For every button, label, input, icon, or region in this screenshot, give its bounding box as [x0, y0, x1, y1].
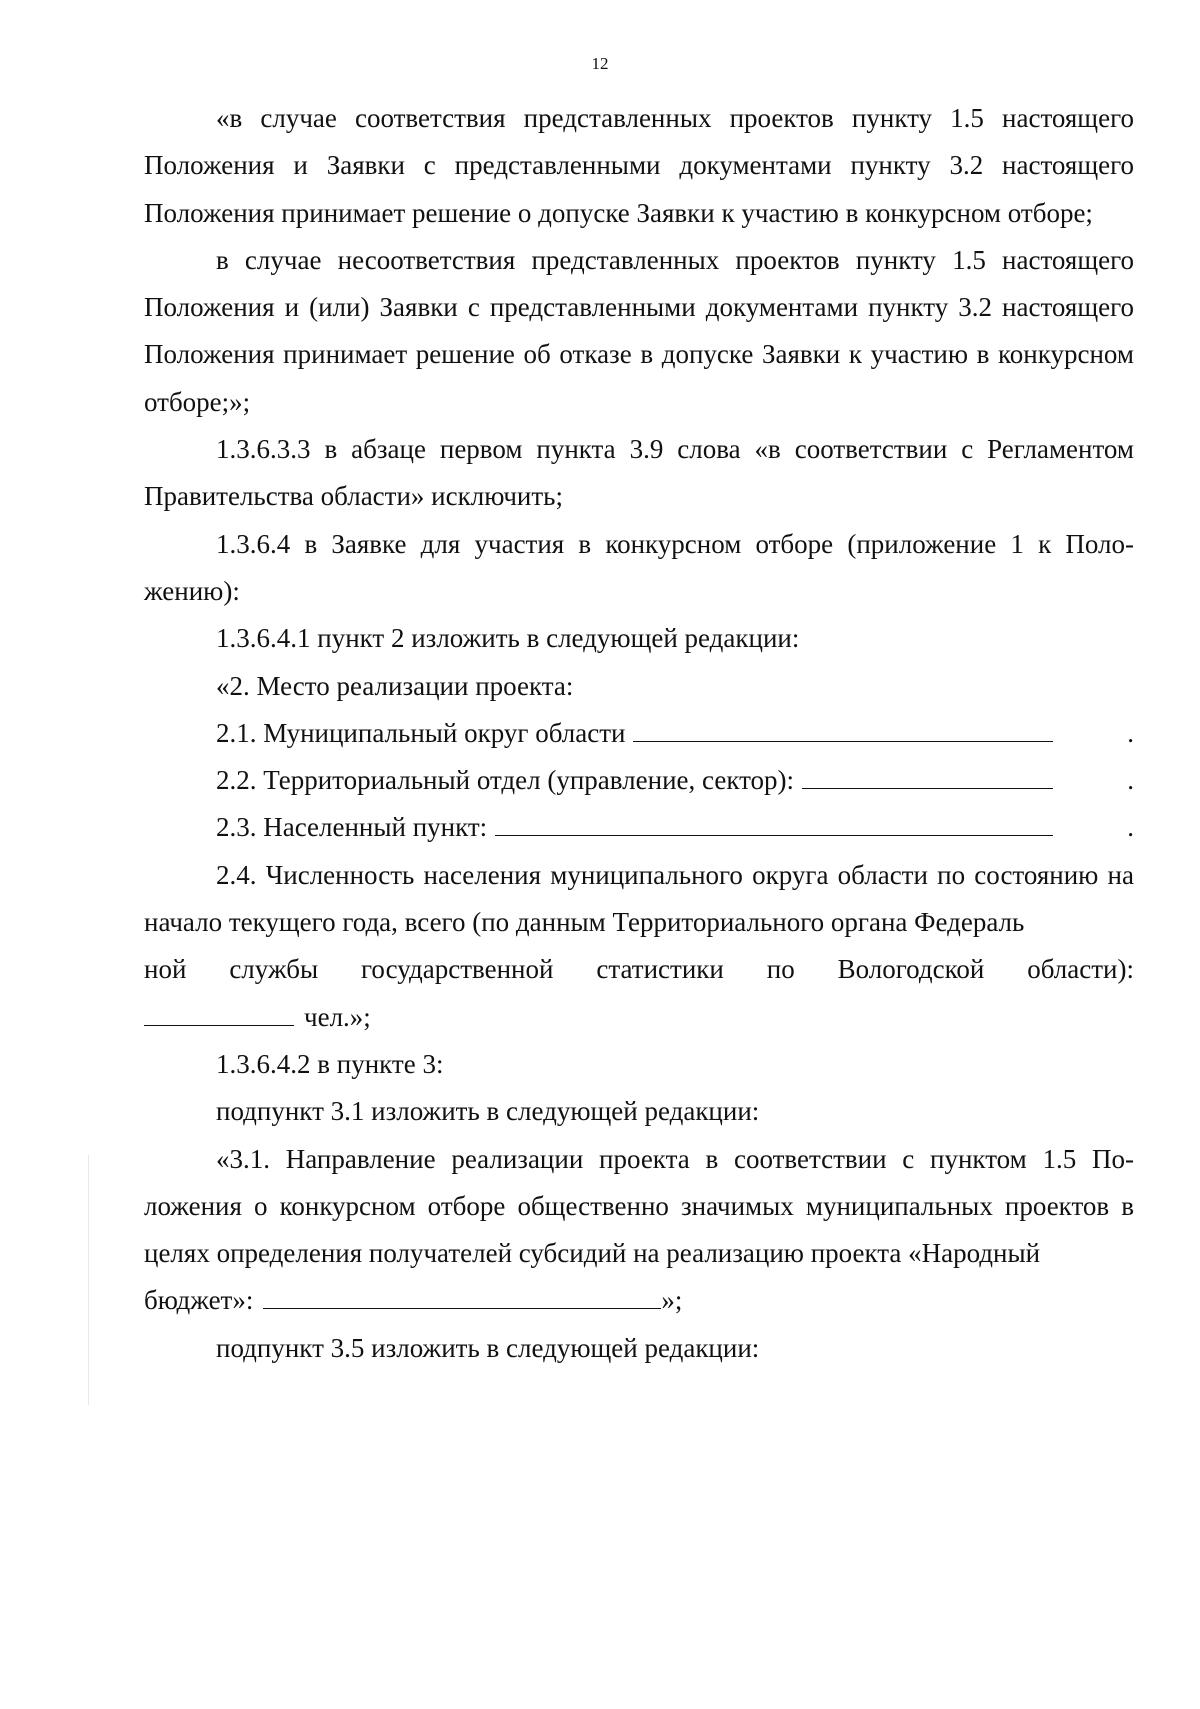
paragraph-admission-decision: «в случае соответствия представленных проектов пункту 1.5 настоящего Положения и Заявки с представленными документами пункту 3.2 настоящего Положения принимает решение о допуске Заявки к участию в конкурсном отборе;: [144, 103, 1134, 228]
population-word: ной: [144, 954, 187, 985]
budget-field-trail: »;: [661, 1285, 683, 1316]
document-body: [144, 95, 1134, 1372]
paragraph-item-2-intro: 1.3.6.4.1 пункт 2 изложить в следующей редакции:: [216, 623, 800, 654]
population-word: Вологодской: [837, 954, 985, 985]
field-settlement-label: 2.3. Населенный пункт:: [216, 812, 488, 843]
paragraph-subitem-3-1: «3.1. Направление реализации проекта в соответствии с пунктом 1.5 Положения о конкурсном отборе общественно значимых муниципальных проектов в целях определения получателей субсидий на реализацию проекта «Народный: [144, 1143, 1134, 1269]
field-municipal-district-label: 2.1. Муниципальный округ области: [216, 717, 626, 748]
population-count-blank: [144, 1024, 294, 1026]
paragraph-refusal-decision: в случае несоответствия представленных проектов пункту 1.5 настоящего Положения и (или) Заявки с представленными документами пункту 3.2 настоящего Положения принимает решение об отказе в допуске Заявки к участию в конкурсном отборе;»;: [144, 244, 1134, 417]
population-word: статистики: [596, 954, 724, 985]
population-word: государственной: [361, 954, 554, 985]
territorial-department-blank: [802, 787, 1053, 789]
scan-margin-mark: [88, 1155, 89, 1405]
paragraph-population-start: 2.4. Численность населения муниципального округа области по состоянию на начало текущего года, всего (по данным Территориального органа Федераль: [144, 859, 1134, 938]
paragraph-application-amendment: 1.3.6.4 в Заявке для участия в конкурсном отборе (приложение 1 к Положению):: [144, 528, 1134, 606]
field-territorial-department-label: 2.2. Территориальный отдел (управление, сектор):: [216, 765, 795, 796]
population-unit: чел.»;: [304, 1001, 371, 1032]
paragraph-population-justified-line: [144, 946, 1134, 993]
paragraph-subitem-3-5-intro: подпункт 3.5 изложить в следующей редакции:: [216, 1332, 760, 1363]
population-word: области):: [1027, 954, 1134, 985]
paragraph-project-location: «2. Место реализации проекта:: [216, 670, 574, 701]
field-period: .: [1127, 812, 1134, 843]
budget-field-line: [144, 1277, 1134, 1324]
population-word: по: [766, 954, 795, 985]
field-municipal-district: [144, 710, 1134, 757]
field-settlement: [144, 804, 1134, 851]
page-number: 12: [591, 54, 609, 73]
field-period: .: [1127, 765, 1134, 796]
settlement-blank: [495, 834, 1053, 836]
population-word: службы: [229, 954, 319, 985]
field-territorial-department: [144, 757, 1134, 804]
population-count-line: [144, 994, 1134, 1041]
paragraph-amendment-3-9: 1.3.6.3.3 в абзаце первом пункта 3.9 слова «в соответствии с Регламентом Правительства области» исключить;: [144, 434, 1134, 512]
budget-field-label: бюджет»:: [144, 1285, 254, 1316]
municipal-district-blank: [633, 740, 1053, 742]
paragraph-subitem-3-1-intro: подпункт 3.1 изложить в следующей редакции:: [216, 1096, 760, 1127]
field-period: .: [1127, 717, 1134, 748]
budget-field-blank: [263, 1307, 661, 1309]
paragraph-item-3: 1.3.6.4.2 в пункте 3:: [216, 1048, 444, 1079]
